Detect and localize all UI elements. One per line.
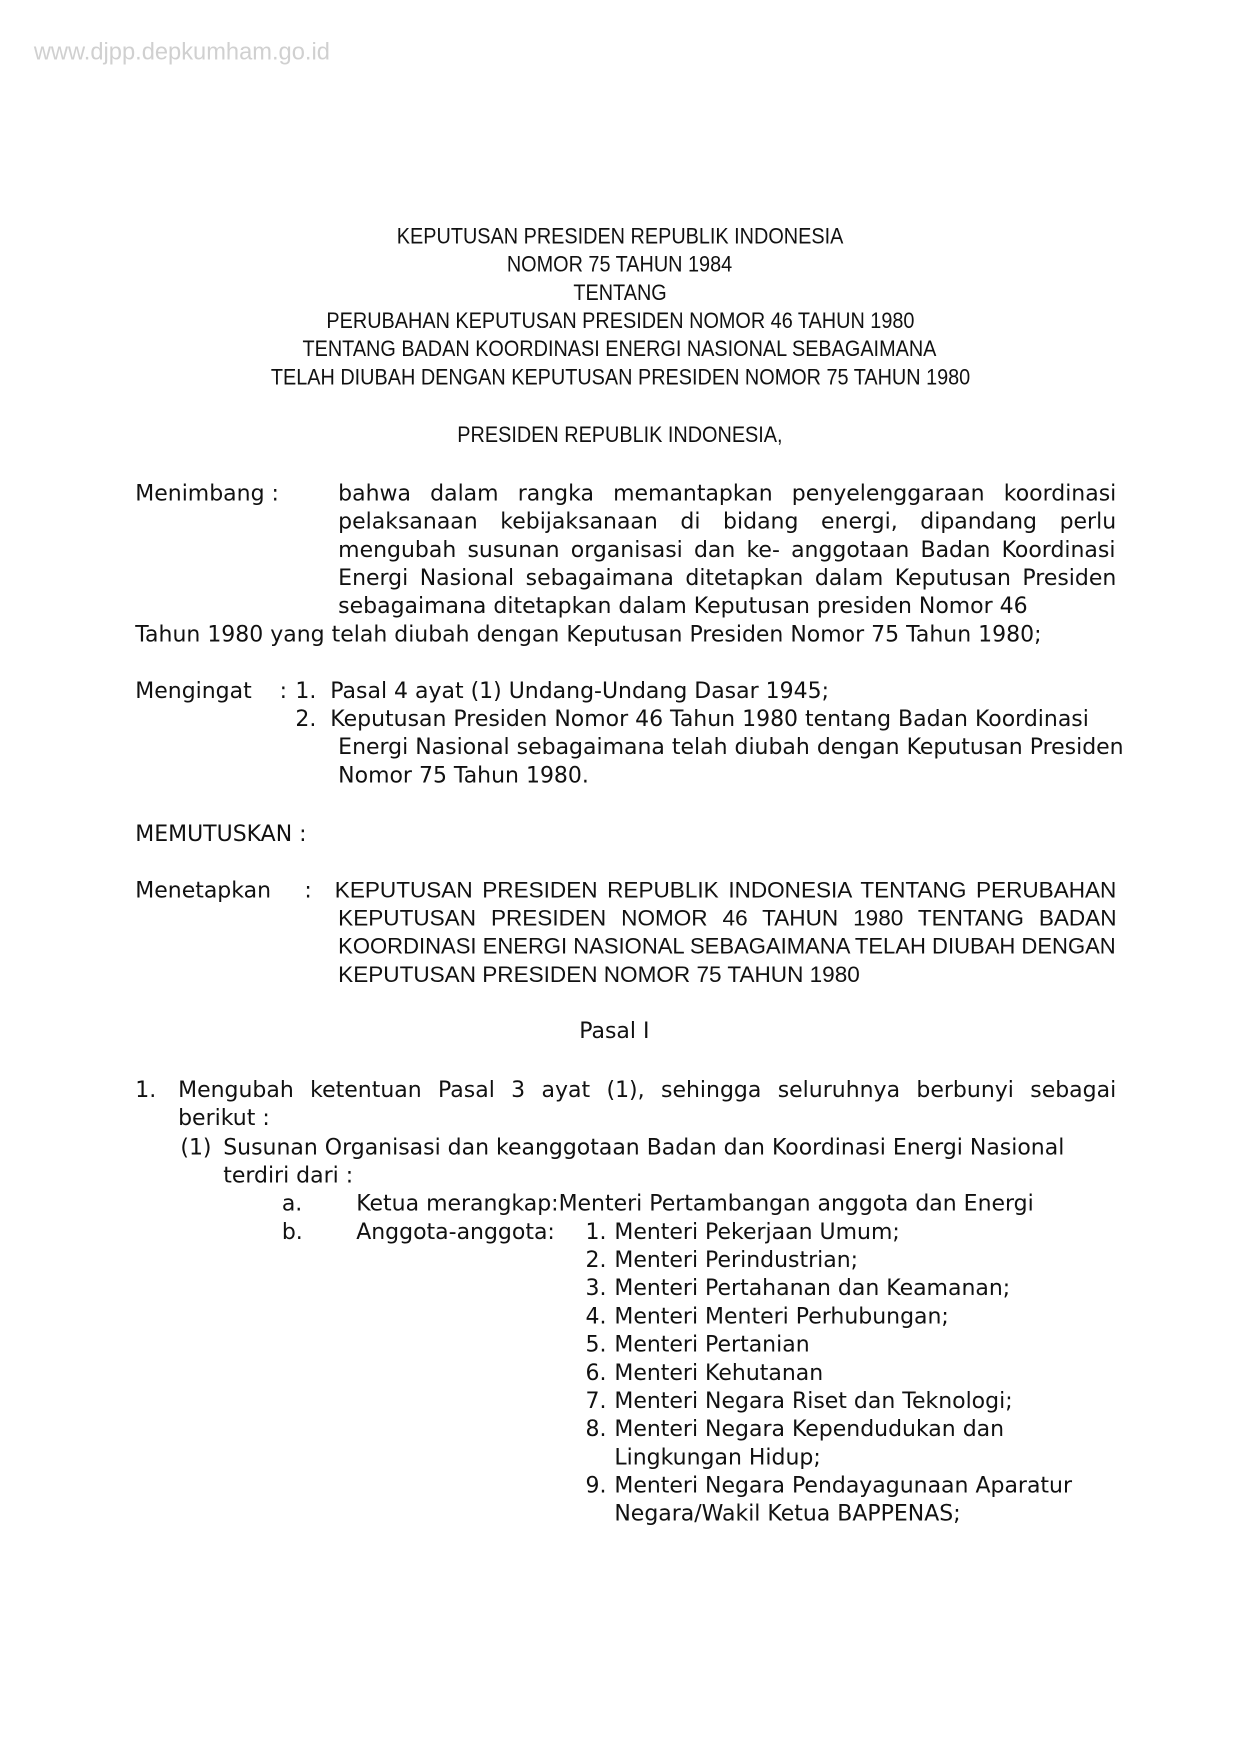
memutuskan-heading: MEMUTUSKAN : [135,820,307,847]
member-number: 7. [585,1387,607,1414]
president-heading [0,422,1240,449]
menetapkan-colon: : [304,877,312,903]
watermark: www.djpp.depkumham.go.id [33,39,330,66]
mengingat-label: Mengingat [135,677,252,704]
president-heading-text: PRESIDEN REPUBLIK INDONESIA, [457,422,783,448]
member-name: Menteri Menteri Perhubungan; [614,1303,949,1330]
menimbang-line: bahwa dalam rangka memantapkan penyelenggaraan koordinasi [338,480,1117,507]
mengingat-item-line: Keputusan Presiden Nomor 46 Tahun 1980 tentang Badan Koordinasi [330,705,1089,732]
article-number: 1. [135,1076,157,1103]
title-line-text: TELAH DIUBAH DENGAN KEPUTUSAN PRESIDEN NOMOR 75 TAHUN 1980 [270,365,970,391]
member-number: 6. [585,1359,607,1386]
menimbang-label: Menimbang : [135,480,279,507]
title-line [0,251,1240,278]
title-line [0,364,1240,391]
title-line-text: NOMOR 75 TAHUN 1984 [507,252,733,278]
item-a-text: Ketua merangkap:Menteri Pertambangan anggota dan Energi [356,1190,1034,1217]
member-name: Menteri Negara Kependudukan dan [614,1415,1005,1442]
title-line [0,308,1240,335]
member-number: 1. [585,1218,607,1245]
title-line-text: TENTANG [573,280,667,306]
article-line: berikut : [178,1104,270,1131]
member-name: Menteri Perindustrian; [614,1246,859,1273]
sub-number: (1) [180,1134,212,1160]
title-line [0,223,1240,250]
pasal-heading: Pasal I [579,1017,650,1044]
menimbang-line: Energi Nasional sebagaimana ditetapkan dalam Keputusan Presiden [338,564,1117,591]
mengingat-colon: : [279,677,287,704]
member-number: 3. [585,1274,607,1301]
mengingat-item-number: 1. [295,677,317,704]
menimbang-tail: Tahun 1980 yang telah diubah dengan Keputusan Presiden Nomor 75 Tahun 1980; [135,621,1042,648]
title-line [0,280,1240,307]
mengingat-item-line: Pasal 4 ayat (1) Undang-Undang Dasar 1945; [330,677,829,704]
article-line: Mengubah ketentuan Pasal 3 ayat (1), sehingga seluruhnya berbunyi sebagai [178,1076,1117,1103]
member-name: Menteri Pertahanan dan Keamanan; [614,1274,1011,1301]
mengingat-item-number: 2. [295,705,317,732]
title-line [0,336,1240,363]
menimbang-line: mengubah susunan organisasi dan ke- anggotaan Badan Koordinasi [338,536,1116,563]
title-line-text: KEPUTUSAN PRESIDEN REPUBLIK INDONESIA [396,224,844,250]
item-b-number: b. [281,1218,303,1245]
member-name: Menteri Negara Riset dan Teknologi; [614,1387,1013,1414]
member-number: 5. [585,1331,607,1358]
member-name: Menteri Pertanian [614,1331,810,1358]
menimbang-line: sebagaimana ditetapkan dalam Keputusan presiden Nomor 46 [338,592,1028,619]
member-name: Menteri Kehutanan [614,1359,824,1386]
menetapkan-line: KEPUTUSAN PRESIDEN NOMOR 46 TAHUN 1980 TENTANG BADAN [338,906,1117,932]
member-number: 8. [585,1415,607,1442]
title-line-text: TENTANG BADAN KOORDINASI ENERGI NASIONAL SEBAGAIMANA [303,337,937,362]
title-line-text: PERUBAHAN KEPUTUSAN PRESIDEN NOMOR 46 TAHUN 1980 [325,308,915,334]
menetapkan-line: KEPUTUSAN PRESIDEN NOMOR 75 TAHUN 1980 [338,962,860,988]
sub-line: terdiri dari : [223,1162,354,1189]
member-number: 2. [585,1246,607,1273]
member-number: 4. [585,1303,607,1330]
member-name: Lingkungan Hidup; [614,1444,821,1470]
mengingat-item-line: Nomor 75 Tahun 1980. [338,762,589,788]
menimbang-line: pelaksanaan kebijaksanaan di bidang energi, dipandang perlu [338,508,1117,535]
menetapkan-line: KEPUTUSAN PRESIDEN REPUBLIK INDONESIA TENTANG PERUBAHAN [334,878,1117,903]
member-number: 9. [585,1472,607,1499]
member-name: Menteri Negara Pendayagunaan Aparatur [614,1472,1073,1499]
item-a-number: a. [281,1190,303,1217]
member-name: Menteri Pekerjaan Umum; [614,1218,900,1245]
member-name: Negara/Wakil Ketua BAPPENAS; [614,1500,961,1527]
sub-line: Susunan Organisasi dan keanggotaan Badan dan Koordinasi Energi Nasional [223,1134,1065,1160]
item-b-label: Anggota-anggota: [356,1218,555,1245]
menetapkan-label: Menetapkan [135,877,272,903]
menetapkan-line: KOORDINASI ENERGI NASIONAL SEBAGAIMANA TELAH DIUBAH DENGAN [338,934,1116,960]
mengingat-item-line: Energi Nasional sebagaimana telah diubah dengan Keputusan Presiden [338,733,1124,760]
